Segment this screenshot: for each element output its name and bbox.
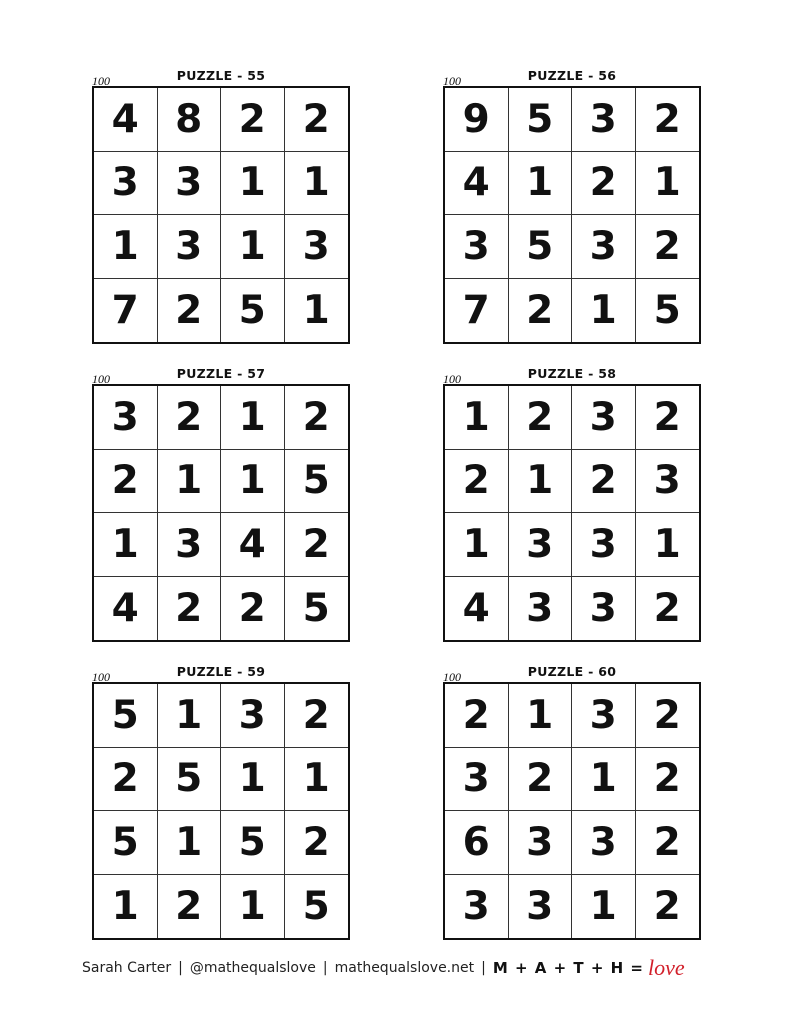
- grid-cell: 2: [158, 279, 222, 343]
- grid-cell: 1: [94, 875, 158, 939]
- grid-cell: 3: [572, 577, 636, 641]
- grid-cell: 2: [509, 386, 573, 450]
- puzzle-grid: [443, 86, 701, 344]
- grid-cell: 4: [94, 577, 158, 641]
- grid-cell: 1: [636, 513, 700, 577]
- puzzle-title: PUZZLE - 57: [176, 366, 266, 381]
- footer-separator: |: [322, 960, 328, 976]
- grid-cell: 5: [302, 585, 330, 631]
- grid-cell: 1: [445, 386, 509, 450]
- grid-cell: 2: [509, 279, 573, 343]
- grid-cell: 1: [221, 450, 285, 514]
- target-number: 100: [92, 74, 110, 88]
- target-number: 100: [443, 372, 461, 386]
- grid-cell: 1: [509, 152, 573, 216]
- grid-cell: 5: [285, 450, 349, 514]
- grid-cell: 1: [94, 513, 158, 577]
- grid-cell: 1: [158, 684, 222, 748]
- grid-cell: 2: [285, 513, 349, 577]
- grid-cell: 3: [94, 152, 158, 216]
- grid-cell: 5: [158, 748, 222, 812]
- grid-cell: 2: [636, 88, 700, 152]
- grid-cell: 1: [94, 215, 158, 279]
- grid-cell: 2: [653, 585, 681, 631]
- grid-cell: 5: [509, 215, 573, 279]
- grid-cell: 3: [572, 811, 636, 875]
- grid-cell: 2: [158, 577, 222, 641]
- puzzle-grid: [92, 86, 350, 344]
- grid-cell: 2: [445, 684, 509, 748]
- grid-cell: 3: [445, 875, 509, 939]
- puzzle-title: PUZZLE - 60: [527, 664, 617, 679]
- grid-cell: 6: [445, 811, 509, 875]
- author-name: Sarah Carter: [82, 960, 172, 976]
- puzzle-grid: [443, 384, 701, 642]
- grid-cell: 1: [572, 279, 636, 343]
- grid-cell: 2: [572, 152, 636, 216]
- grid-cell: 2: [636, 748, 700, 812]
- grid-cell: 3: [158, 215, 222, 279]
- grid-cell: 1: [509, 684, 573, 748]
- grid-cell: 3: [509, 577, 573, 641]
- puzzle-title: PUZZLE - 55: [176, 68, 266, 83]
- grid-cell: 1: [158, 811, 222, 875]
- grid-cell: 1: [572, 875, 636, 939]
- grid-cell: 3: [509, 513, 573, 577]
- brand-logo-love: love: [647, 955, 685, 980]
- grid-cell: 2: [285, 88, 349, 152]
- brand-logo-text: M + A + T + H =: [492, 959, 644, 977]
- footer-separator: |: [481, 960, 486, 976]
- grid-cell: 2: [572, 450, 636, 514]
- grid-cell: 3: [509, 875, 573, 939]
- grid-cell: 5: [221, 279, 285, 343]
- grid-cell: 4: [221, 513, 285, 577]
- grid-cell: 3: [572, 386, 636, 450]
- grid-cell: 3: [158, 513, 222, 577]
- target-number: 100: [443, 74, 461, 88]
- grid-cell: 2: [445, 450, 509, 514]
- grid-cell: 8: [158, 88, 222, 152]
- grid-cell: 1: [221, 386, 285, 450]
- grid-cell: 2: [94, 450, 158, 514]
- grid-cell: 2: [636, 215, 700, 279]
- grid-cell: 1: [572, 748, 636, 812]
- grid-cell: 5: [94, 811, 158, 875]
- grid-cell: 5: [302, 883, 330, 929]
- grid-cell: 3: [572, 684, 636, 748]
- grid-cell: 1: [302, 287, 330, 333]
- social-handle: @mathequalslove: [189, 960, 316, 976]
- grid-cell: 1: [221, 152, 285, 216]
- grid-cell: 5: [94, 684, 158, 748]
- grid-cell: 1: [221, 748, 285, 812]
- footer-separator: |: [178, 960, 183, 976]
- grid-cell: 4: [445, 577, 509, 641]
- grid-cell: 3: [221, 684, 285, 748]
- grid-cell: 3: [445, 748, 509, 812]
- grid-cell: 4: [445, 152, 509, 216]
- grid-cell: 2: [285, 386, 349, 450]
- grid-cell: 2: [158, 386, 222, 450]
- grid-cell: 1: [158, 450, 222, 514]
- grid-cell: 3: [572, 88, 636, 152]
- grid-cell: 7: [445, 279, 509, 343]
- grid-cell: 5: [221, 811, 285, 875]
- target-number: 100: [443, 670, 461, 684]
- grid-cell: 5: [509, 88, 573, 152]
- grid-cell: 1: [509, 450, 573, 514]
- grid-cell: 3: [572, 513, 636, 577]
- grid-cell: 2: [509, 748, 573, 812]
- grid-cell: 4: [94, 88, 158, 152]
- grid-cell: 3: [285, 215, 349, 279]
- grid-cell: 1: [445, 513, 509, 577]
- grid-cell: 1: [221, 875, 285, 939]
- grid-cell: 1: [221, 215, 285, 279]
- grid-cell: 3: [636, 450, 700, 514]
- puzzle-title: PUZZLE - 59: [176, 664, 266, 679]
- grid-cell: 5: [653, 287, 681, 333]
- grid-cell: 2: [221, 577, 285, 641]
- grid-cell: 3: [572, 215, 636, 279]
- grid-cell: 3: [445, 215, 509, 279]
- grid-cell: 1: [285, 748, 349, 812]
- grid-cell: 2: [636, 811, 700, 875]
- puzzle-grid: [443, 682, 701, 940]
- grid-cell: 2: [653, 883, 681, 929]
- grid-cell: 2: [636, 386, 700, 450]
- grid-cell: 3: [158, 152, 222, 216]
- puzzle-title: PUZZLE - 58: [527, 366, 617, 381]
- grid-cell: 2: [94, 748, 158, 812]
- grid-cell: 3: [509, 811, 573, 875]
- grid-cell: 2: [285, 811, 349, 875]
- grid-cell: 2: [285, 684, 349, 748]
- grid-cell: 1: [285, 152, 349, 216]
- puzzle-grid: [92, 682, 350, 940]
- target-number: 100: [92, 372, 110, 386]
- grid-cell: 3: [94, 386, 158, 450]
- puzzle-title: PUZZLE - 56: [527, 68, 617, 83]
- page-footer: [82, 955, 732, 981]
- grid-cell: 2: [636, 684, 700, 748]
- grid-cell: 1: [636, 152, 700, 216]
- grid-cell: 2: [221, 88, 285, 152]
- grid-cell: 2: [158, 875, 222, 939]
- website-link[interactable]: mathequalslove.net: [334, 960, 475, 976]
- puzzle-grid: [92, 384, 350, 642]
- grid-cell: 7: [94, 279, 158, 343]
- target-number: 100: [92, 670, 110, 684]
- grid-cell: 9: [445, 88, 509, 152]
